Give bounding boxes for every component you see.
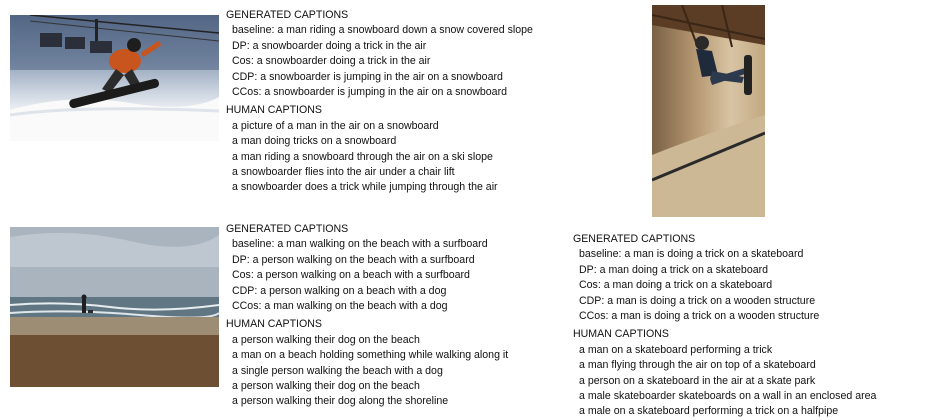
human-caption: a person walking their dog on the beach — [232, 333, 420, 346]
skateboarder-photo — [652, 5, 765, 217]
generated-caption: CCos: a man is doing a trick on a wooden structure — [579, 310, 820, 323]
generated-caption: baseline: a man is doing a trick on a skateboard — [579, 248, 804, 261]
generated-caption: Cos: a person walking on a beach with a surfboard — [232, 269, 470, 282]
snowboarder-photo — [10, 15, 219, 141]
generated-caption: Cos: a snowboarder doing a trick in the air — [232, 55, 431, 68]
human-caption: a man flying through the air on top of a skateboard — [579, 359, 816, 372]
generated-captions-heading: GENERATED CAPTIONS — [573, 233, 696, 245]
generated-caption: CDP: a man is doing a trick on a wooden structure — [579, 294, 816, 307]
human-caption: a man on a skateboard performing a trick — [579, 343, 773, 356]
human-caption: a man on a beach holding something while walking along it — [232, 349, 509, 362]
human-caption: a person walking their dog on the beach — [232, 380, 420, 393]
human-captions-heading: HUMAN CAPTIONS — [226, 318, 322, 331]
human-caption: a man riding a snowboard through the air on a ski slope — [232, 150, 493, 163]
human-caption: a male skateboarder skateboards on a wall in an enclosed area — [579, 390, 877, 403]
human-caption: a single person walking the beach with a dog — [232, 364, 443, 377]
human-caption: a snowboarder flies into the air under a chair lift — [232, 166, 455, 179]
human-captions-heading: HUMAN CAPTIONS — [573, 328, 669, 341]
human-caption: a snowboarder does a trick while jumping through the air — [232, 181, 498, 194]
example-3-captions — [573, 232, 876, 420]
human-caption: a man doing tricks on a snowboard — [232, 135, 397, 148]
beach-photo — [10, 227, 219, 387]
human-captions-heading: HUMAN CAPTIONS — [226, 104, 322, 117]
generated-caption: DP: a snowboarder doing a trick in the air — [232, 39, 427, 52]
example-1-captions — [226, 8, 533, 196]
generated-caption: baseline: a man riding a snowboard down a snow covered slope — [232, 24, 533, 37]
generated-captions-heading: GENERATED CAPTIONS — [226, 9, 349, 21]
generated-caption: DP: a man doing a trick on a skateboard — [579, 263, 769, 276]
example-2-captions — [226, 222, 508, 410]
human-caption: a male on a skateboard performing a trick on a halfpipe — [579, 405, 839, 418]
human-caption: a picture of a man in the air on a snowboard — [232, 119, 439, 132]
generated-caption: CCos: a man walking on the beach with a dog — [232, 300, 448, 313]
generated-captions-heading: GENERATED CAPTIONS — [226, 223, 349, 235]
generated-caption: Cos: a man doing a trick on a skateboard — [579, 279, 773, 292]
generated-caption: baseline: a man walking on the beach with a surfboard — [232, 238, 488, 251]
generated-caption: CCos: a snowboarder is jumping in the air on a snowboard — [232, 86, 507, 99]
human-caption: a person walking their dog along the shoreline — [232, 395, 449, 408]
generated-caption: DP: a person walking on the beach with a surfboard — [232, 253, 475, 266]
generated-caption: CDP: a person walking on a beach with a dog — [232, 284, 447, 297]
generated-caption: CDP: a snowboarder is jumping in the air on a snowboard — [232, 70, 503, 83]
human-caption: a person on a skateboard in the air at a skate park — [579, 374, 816, 387]
